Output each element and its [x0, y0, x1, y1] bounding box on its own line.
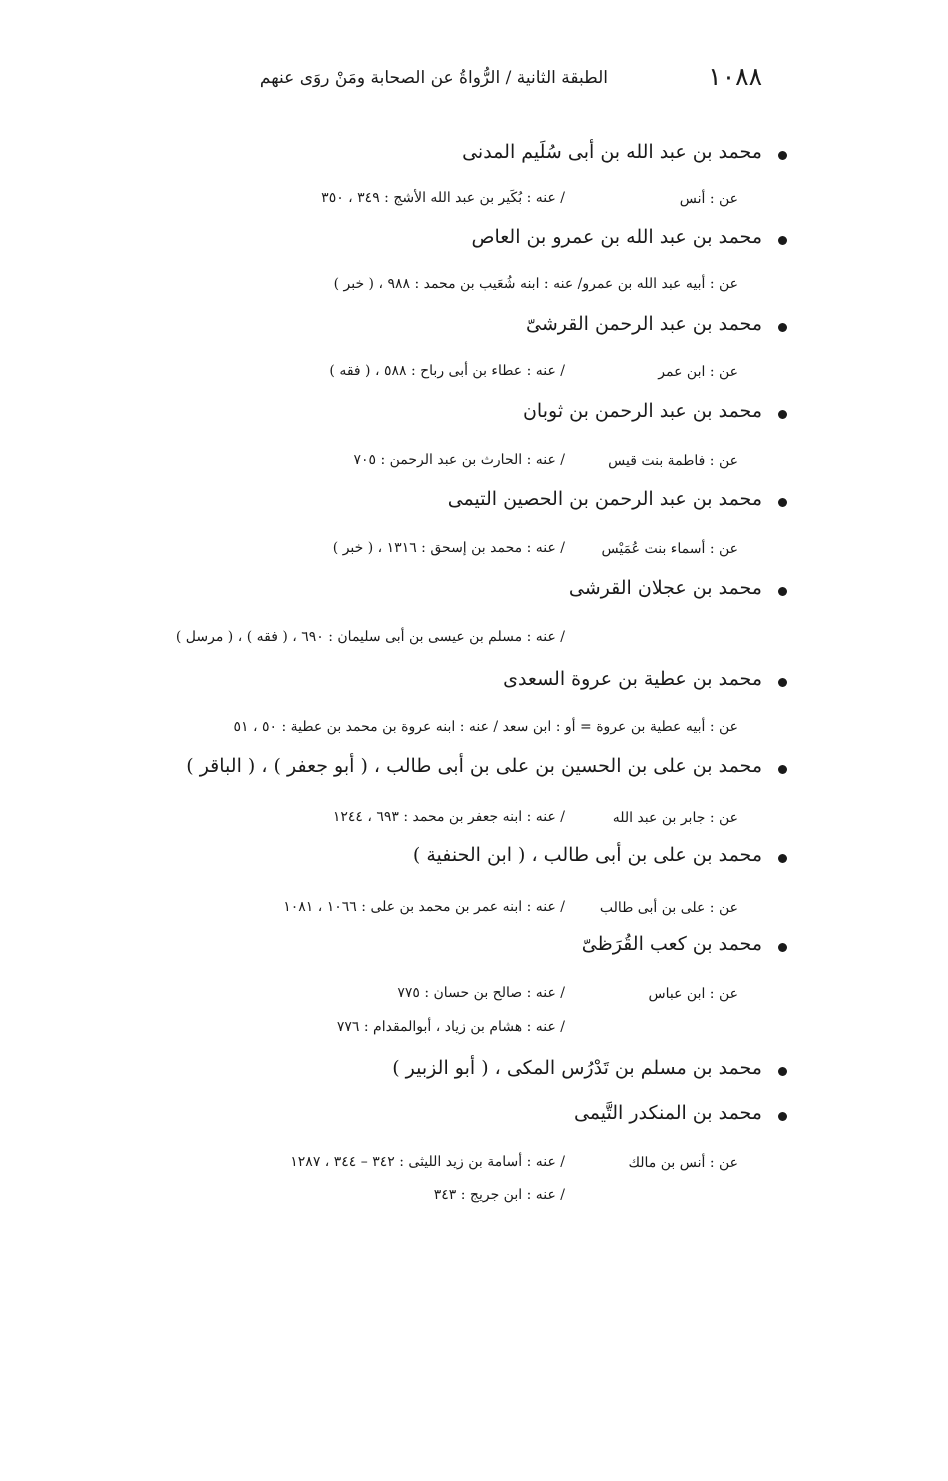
- bullet-icon: [778, 854, 787, 863]
- narrator-name: محمد بن عبد الرحمن بن الحصين التيمى: [447, 488, 762, 510]
- narrator-name: محمد بن المنكدر التَّيمى: [573, 1102, 762, 1124]
- narrated-from: عن : أنس: [679, 191, 738, 207]
- narrated-by: / عنه : مسلم بن عيسى بن أبى سليمان : ٦٩٠ ، ( فقه ) ، ( مرسل ): [175, 629, 565, 645]
- narrator-name: محمد بن كعب القُرَظىّ: [581, 933, 762, 955]
- narrator-name: محمد بن عبد الرحمن القرشىّ: [525, 313, 762, 335]
- narrator-name: محمد بن عبد الله بن أبى سُلَيم المدنى: [462, 141, 762, 163]
- narrated-from: عن : جابر بن عبد الله: [612, 810, 738, 826]
- bullet-icon: [778, 151, 787, 160]
- bullet-icon: [778, 678, 787, 687]
- narrator-name: محمد بن عبد الرحمن بن ثوبان: [522, 400, 762, 422]
- narrator-name: محمد بن عبد الله بن عمرو بن العاص: [471, 226, 762, 248]
- bullet-icon: [778, 410, 787, 419]
- page-number: ١٠٨٨: [708, 62, 762, 91]
- narrator-name: محمد بن عجلان القرشى: [568, 577, 762, 599]
- narrated-by: / عنه : ابن جريج : ٣٤٣: [433, 1187, 565, 1203]
- narrated-by: / عنه : عطاء بن أبى رباح : ٥٨٨ ، ( فقه ): [329, 363, 565, 379]
- narrated-from: عن : ابن عباس: [648, 986, 738, 1002]
- narrated-by: / عنه : ابنه عمر بن محمد بن على : ١٠٦٦ ، ١٠٨١: [283, 899, 565, 915]
- narrated-from: عن : أسماء بنت عُمَيْس: [601, 541, 738, 557]
- narrated-by: / عنه : الحارث بن عبد الرحمن : ٧٠٥: [353, 452, 565, 468]
- bullet-icon: [778, 1067, 787, 1076]
- bullet-icon: [778, 765, 787, 774]
- narrated-by: / عنه : بُكَير بن عبد الله الأشج : ٣٤٩ ، ٣٥٠: [321, 190, 565, 206]
- narrator-name: محمد بن عطية بن عروة السعدى: [503, 668, 762, 690]
- bullet-icon: [778, 1112, 787, 1121]
- narrated-by: / عنه : هشام بن زياد ، أبوالمقدام : ٧٧٦: [336, 1019, 565, 1035]
- narrator-name: محمد بن على بن الحسين بن على بن أبى طالب ، ( أبو جعفر ) ، ( الباقر ): [186, 755, 762, 777]
- narration-line: عن : أبيه عطية بن عروة = أو : ابن سعد / عنه : ابنه عروة بن محمد بن عطية : ٥٠ ، ٥١: [233, 719, 738, 735]
- running-title: الطبقة الثانية / الرُّواةُ عن الصحابة ومَنْ روَى عنهم: [259, 68, 608, 88]
- narrated-from: عن : ابن عمر: [658, 364, 738, 380]
- bullet-icon: [778, 323, 787, 332]
- bullet-icon: [778, 498, 787, 507]
- narrated-by: / عنه : ابنه جعفر بن محمد : ٦٩٣ ، ١٢٤٤: [332, 809, 565, 825]
- narration-line: عن : أبيه عبد الله بن عمرو/ عنه : ابنه شُعَيب بن محمد : ٩٨٨ ، ( خبر ): [333, 276, 738, 292]
- narrated-by: / عنه : صالح بن حسان : ٧٧٥: [397, 985, 565, 1001]
- narrated-from: عن : أنس بن مالك: [628, 1155, 738, 1171]
- narrated-from: عن : فاطمة بنت قيس: [608, 453, 738, 469]
- narrated-from: عن : على بن أبى طالب: [599, 900, 738, 916]
- bullet-icon: [778, 587, 787, 596]
- narrated-by: / عنه : محمد بن إسحق : ١٣١٦ ، ( خبر ): [332, 540, 565, 556]
- narrator-name: محمد بن على بن أبى طالب ، ( ابن الحنفية ): [412, 844, 762, 866]
- narrator-name: محمد بن مسلم بن تَدْرُس المكى ، ( أبو الزبير ): [392, 1057, 762, 1079]
- narrated-by: / عنه : أسامة بن زيد الليثى : ٣٤٢ – ٣٤٤ ، ١٢٨٧: [290, 1154, 565, 1170]
- bullet-icon: [778, 236, 787, 245]
- bullet-icon: [778, 943, 787, 952]
